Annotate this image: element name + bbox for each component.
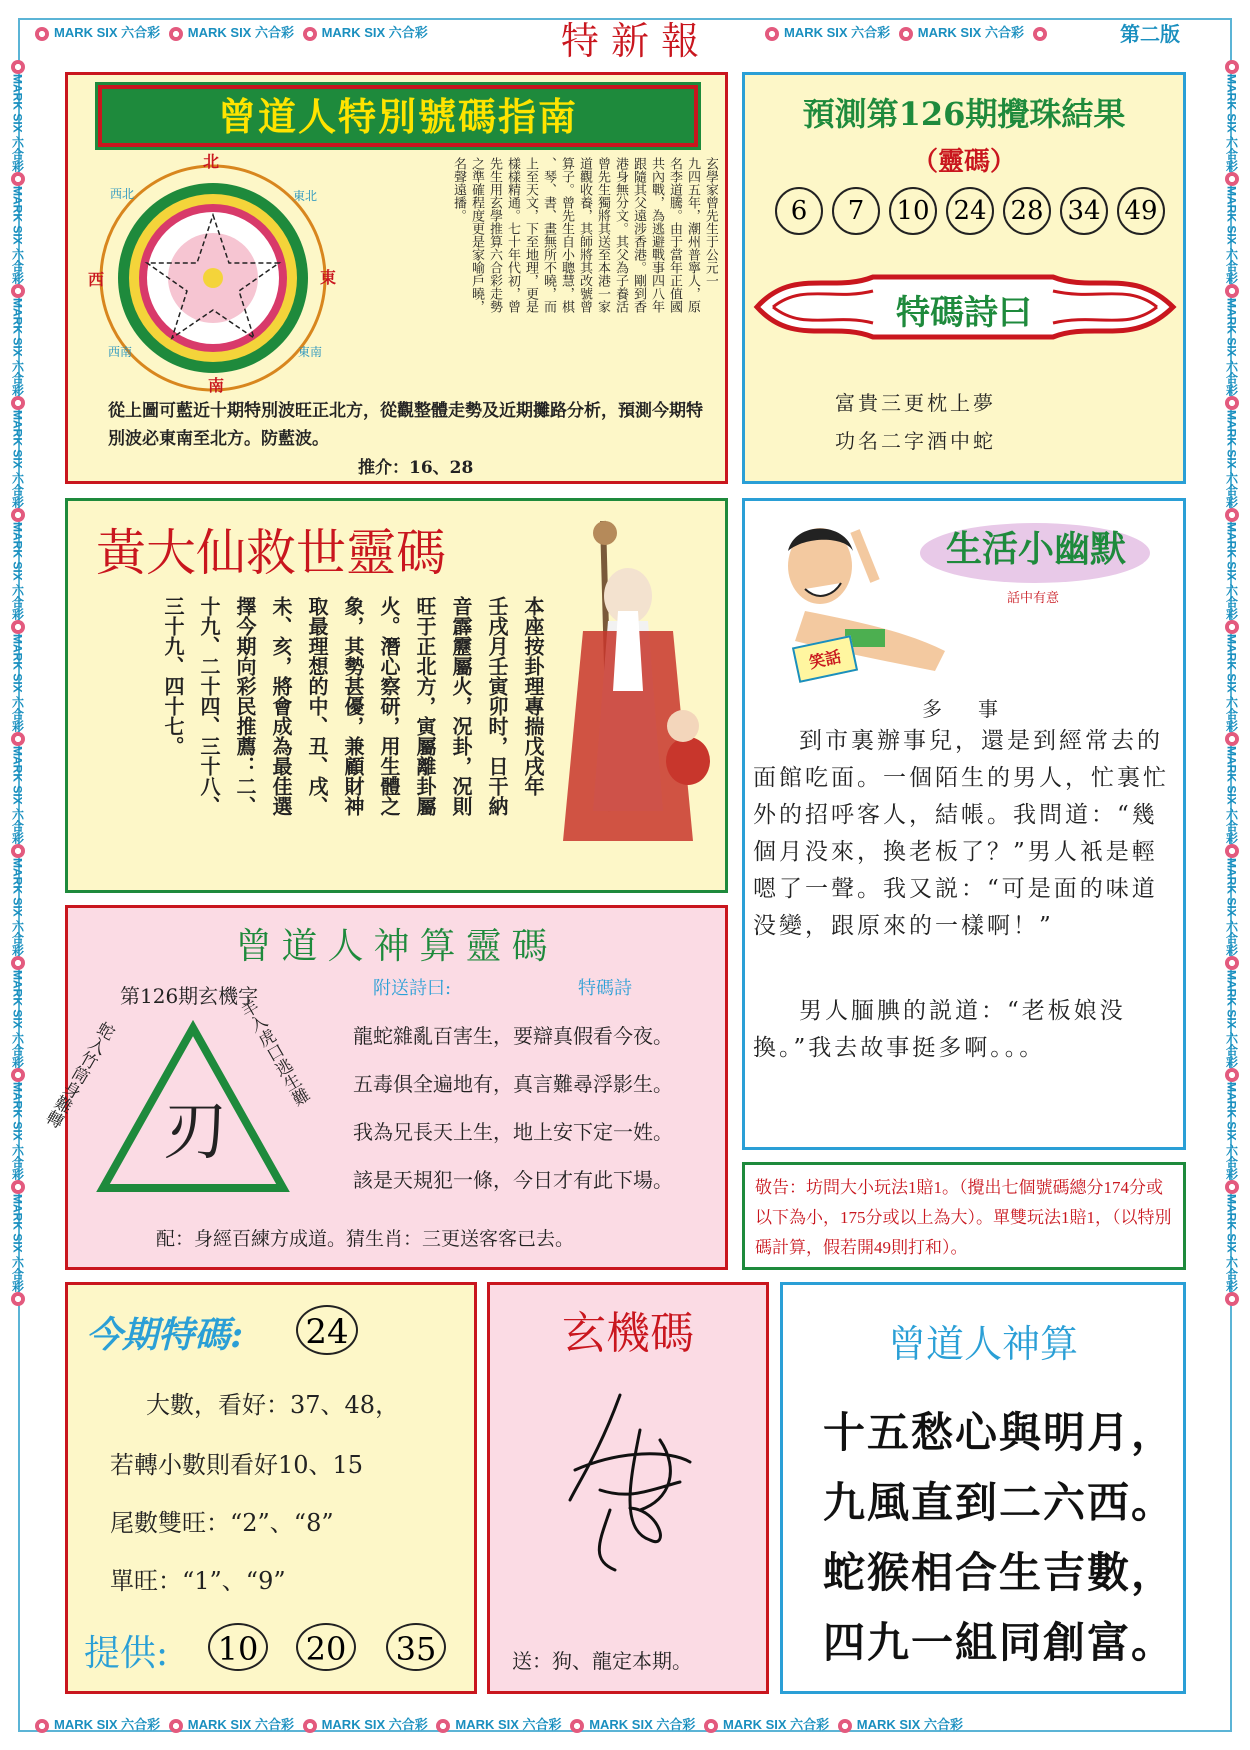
flower-icon [838,1719,852,1733]
bio-line: 玄學家曾先生于公元一 [703,157,718,287]
bio-line: 名李道騰。由于當年正值國 [667,157,682,313]
xuanji-title: 玄機碼 [562,1308,694,1359]
special-line: 大數，看好：37、48， [146,1391,400,1419]
huang-line: 旺于正北方，寅屬離卦屬 [413,596,437,816]
special-number: 24 [296,1305,358,1355]
lingma-poem-line: 龍蛇雜亂百害生，要辯真假看今夜。 [353,1024,673,1048]
guide-recommend: 推介：16、28 [358,458,474,478]
lingma-footer: 配：身經百練方成道。猜生肖：三更送客客已去。 [156,1228,575,1250]
huang-panel [65,498,728,893]
flower-icon [11,844,25,858]
flower-icon [11,956,25,970]
results-numbers [775,187,1165,235]
bio-line: 名聲遠播。 [451,157,466,222]
special-line: 尾數雙旺：“2”、“8” [110,1509,334,1537]
poem-banner: 特碼詩曰 [896,293,1032,333]
flower-icon [11,620,25,634]
flower-icon [303,27,317,41]
bio-line: 九四五年，潮州普寧人，原 [685,157,700,313]
shensuan-panel [780,1282,1186,1694]
bio-line: 先生用玄學推算六合彩走勢 [487,157,502,313]
flower-icon [1225,844,1239,858]
flower-icon [1225,1068,1239,1082]
story-text: 到市裏辦事兒，還是到經常去的面館吃面。一個陌生的男人，忙裏忙外的招呼客人，結帳。我問道：“幾個月没來，換老板了？”男人衹是輕嗯了一聲。我又説：“可是面的味道没變，跟原來的一樣啊！” [753,728,1169,939]
lingma-title: 曾道人神算靈碼 [235,926,558,967]
flower-icon [1225,620,1239,634]
huang-line: 擇今期向彩民推薦：二、 [233,596,257,816]
result-ball: 7 [832,187,880,235]
flower-icon [1225,1180,1239,1194]
lingma-panel [40,905,728,1270]
flower-icon [11,396,25,410]
compass-south: 南 [208,376,225,395]
provide-label: 提供: [84,1633,169,1674]
huang-line: 壬戌月壬寅卯时，日干納 [485,596,509,816]
lingma-poem-line: 該是天規犯一條，今日才有此下場。 [353,1168,673,1192]
huang-line: 十九、二十四、三十八、 [197,596,221,816]
bio-line: 樣樣精通。七十年代初，曾 [505,157,520,313]
bio-line: 曾先生獨將其送至本港一家 [595,157,610,313]
special-panel [65,1282,477,1694]
result-ball: 34 [1060,187,1108,235]
flower-icon [765,27,779,41]
guide-title [98,85,698,147]
huang-title: 黃大仙救世靈碼 [96,524,446,582]
flower-icon [1225,508,1239,522]
flower-icon [1225,1292,1239,1306]
xuanji-footer: 送：狗、龍定本期。 [512,1649,692,1673]
flower-icon [1225,956,1239,970]
right-band: MARK SIX 六合彩 MARK SIX 六合彩 MARK SIX 六合彩 MARK SIX 六合彩 MARK SIX 六合彩 MARK SIX 六合彩 MARK SIX 六合彩 MARK SIX 六合彩 MARK SIX 六合彩 MARK SIX 六合彩 MARK SIX 六合彩 [1218,60,1246,1700]
brand-strip-right: MARK SIX 六合彩 MARK SIX 六合彩 [760,22,1110,41]
flower-icon [899,27,913,41]
provide-number: 20 [296,1623,356,1671]
triangle-left-text: 蛇入竹筒身難轉 [40,1017,118,1131]
flower-icon [11,284,25,298]
result-ball: 28 [1003,187,1051,235]
shensuan-line: 蛇猴相合生吉數， [823,1548,1176,1597]
shensuan-title: 曾道人神算 [887,1322,1078,1366]
page-title: 特 新 報 [560,19,700,63]
results-poem-line: 功名二字酒中蛇 [835,429,996,453]
huang-line: 取最理想的中、丑、戌、 [305,596,329,816]
flower-icon [35,27,49,41]
bio-line: 算子。曾先生自小聰慧，棋 [559,157,574,313]
compass-west: 西 [88,270,105,289]
guide-title-text: 曾道人特別號碼指南 [217,94,578,139]
flower-icon [1225,172,1239,186]
lingma-special-label: 特碼詩 [578,978,632,999]
flower-icon [1225,284,1239,298]
bio-line: 、琴、書、畫無所不曉，而 [541,157,556,313]
huang-line: 音霹靂屬火，况卦，况則 [449,596,473,816]
flower-icon [169,27,183,41]
flower-icon [11,1068,25,1082]
guide-panel [65,72,728,484]
lingma-poem-line: 五毒俱全遍地有，真言難尋浮影生。 [353,1072,673,1096]
result-ball: 6 [775,187,823,235]
notice-text: 敬告：坊問大小玩法1賠1。（攪出七個號碼總分174分或以下為小，175分或以上為大）。單雙玩法1賠1，（以特別碼計算，假若開49則打和）。 [755,1178,1172,1257]
triangle-character: 刃 [163,1095,227,1169]
flower-icon [570,1719,584,1733]
huang-text [118,596,548,886]
flower-icon [11,172,25,186]
flower-icon [11,508,25,522]
flower-icon [1225,732,1239,746]
provide-number: 10 [208,1623,268,1671]
compass-north: 北 [203,152,220,171]
bio-line: 之準確程度更是家喻戶曉， [469,157,484,313]
results-panel [742,72,1186,484]
huang-line: 象，其勢甚優，兼顧財神 [341,596,365,816]
compass-northeast: 東北 [293,189,318,203]
guide-analysis: 從上圖可藍近十期特別波旺正北方，從觀整體走勢及近期攤路分析，預測今期特別波必東南至北方。防藍波。 [108,401,703,449]
flower-icon [303,1719,317,1733]
flower-icon [11,1180,25,1194]
flower-icon [35,1719,49,1733]
huang-line: 本座按卦理專揣戊戌年 [521,596,545,796]
flower-icon [11,1292,25,1306]
bio-line: 共內戰，為逃避戰事四八年 [649,157,664,313]
xuanji-panel [487,1282,769,1694]
humor-tag: 話中有意 [1007,591,1060,606]
results-title: 預測第126期攪珠結果 [802,95,1126,133]
shensuan-line: 十五愁心與明月， [823,1408,1176,1457]
notice-panel [742,1162,1186,1270]
calligraphy-glyph-image [560,1390,700,1580]
result-ball: 10 [889,187,937,235]
flower-icon [704,1719,718,1733]
special-line: 若轉小數則看好10、15 [110,1451,364,1479]
left-band: MARK SIX 六合彩 MARK SIX 六合彩 MARK SIX 六合彩 MARK SIX 六合彩 MARK SIX 六合彩 MARK SIX 六合彩 MARK SIX 六合彩 MARK SIX 六合彩 MARK SIX 六合彩 MARK SIX 六合彩 MARK SIX 六合彩 [4,60,32,1700]
huang-line: 未、亥，將會成為最佳選 [269,596,293,816]
special-line: 單旺：“1”、“9” [110,1567,286,1595]
bio-line: 跟隨其父遠涉香港。剛到香 [631,157,646,313]
flower-icon [1225,60,1239,74]
shensuan-line: 四九一組同創富。 [823,1618,1176,1667]
results-poem-line: 富貴三更枕上夢 [835,391,996,415]
bio-line: 道觀收養，其師將其改號曾 [577,157,592,313]
story-title: 多 事 [922,697,1006,721]
results-subtitle: （靈碼） [911,147,1016,177]
triangle-right-text: 羊入虎口逃生難 [234,997,312,1111]
special-title: 今期特碼: [86,1314,244,1356]
compass-southeast: 東南 [298,345,323,359]
flower-icon [1033,27,1047,41]
story-text-2: 男人腼腆的説道：“老板娘没換。”我去故事挺多啊。。。 [753,998,1126,1061]
result-ball: 49 [1117,187,1165,235]
humor-title: 生活小幽默 [945,528,1126,570]
flower-icon [169,1719,183,1733]
bio-line: 港身無分文。其父為子養活 [613,157,628,313]
flower-icon [11,732,25,746]
huang-line: 三十九、四十七。 [161,596,185,756]
lingma-issue: 第126期玄機字 [120,984,259,1008]
brand-strip-left: MARK SIX 六合彩 MARK SIX 六合彩 MARK SIX 六合彩 [30,22,500,41]
footer-band: MARK SIX 六合彩 MARK SIX 六合彩 MARK SIX 六合彩 MARK SIX 六合彩 MARK SIX 六合彩 MARK SIX 六合彩 MARK SIX 六合彩 [30,1714,1220,1744]
result-ball: 24 [946,187,994,235]
humor-panel [742,498,1186,1150]
lingma-poem-line: 我為兄長天上生，地上安下定一姓。 [353,1120,673,1144]
immortal-figure-image [523,511,723,881]
joke-sign-text: 笑話 [807,646,843,673]
guide-biography [348,157,718,385]
compass-northwest: 西北 [110,187,135,201]
edition-label: 第二版 [1120,24,1180,46]
compass-east: 東 [320,268,337,287]
header-band [30,10,1220,63]
huang-line: 火。潛心察研，用生體之 [377,596,401,816]
flower-icon [1225,396,1239,410]
provide-number: 35 [386,1623,446,1671]
flower-icon [436,1719,450,1733]
flower-icon [11,60,25,74]
compass-southwest: 西南 [108,345,133,359]
shensuan-line: 九風直到二六西。 [823,1478,1176,1527]
lingma-poem-label: 附送詩曰: [373,978,452,999]
bio-line: 上至天文，下至地理，更是 [523,157,538,313]
